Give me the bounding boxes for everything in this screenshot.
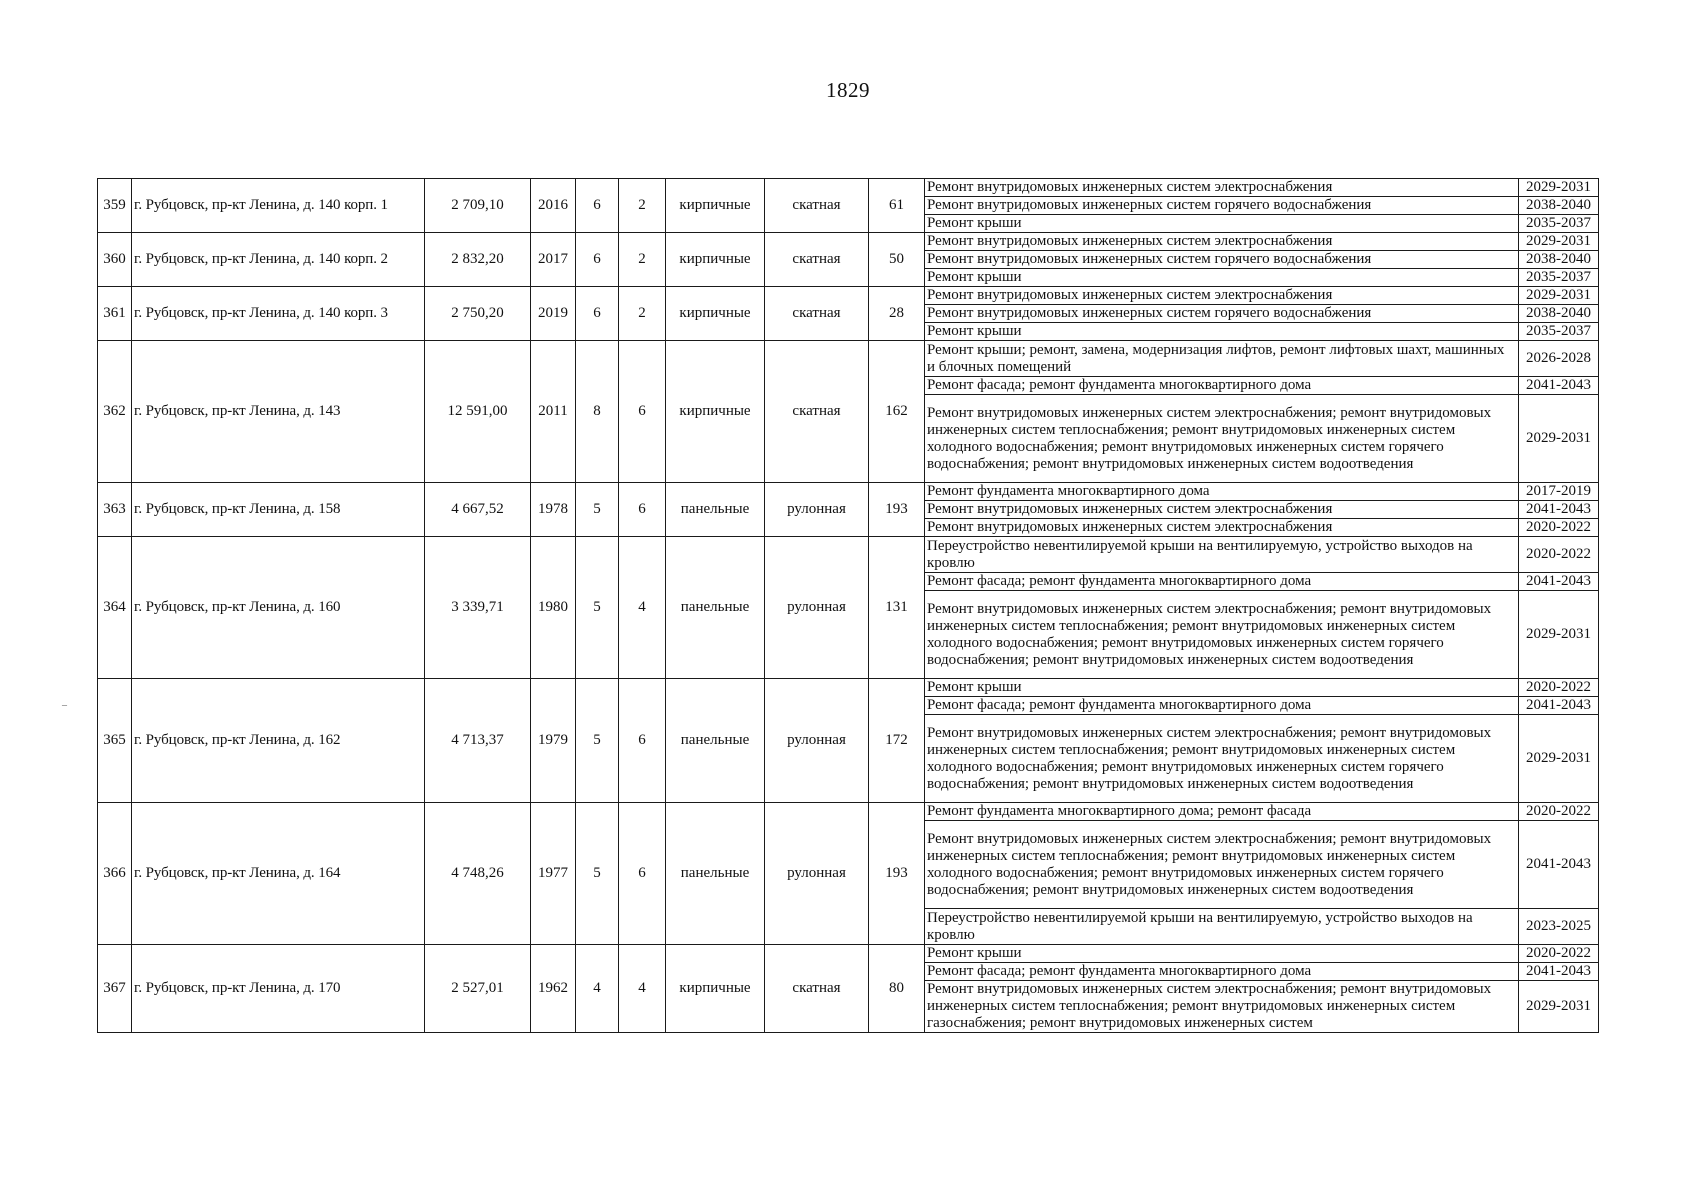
work-description: Ремонт внутридомовых инженерных систем горячего водоснабжения [925,251,1519,269]
building-number: 367 [98,945,132,1033]
apartment-count: 80 [869,945,925,1033]
table-row [98,287,1599,305]
work-period: 2041-2043 [1519,573,1599,591]
building-address: г. Рубцовск, пр-кт Ленина, д. 140 корп. 3 [132,287,425,341]
building-year: 1962 [531,945,576,1033]
building-floors: 5 [576,483,619,537]
work-period: 2020-2022 [1519,679,1599,697]
table-body [98,179,1599,1033]
work-description: Ремонт внутридомовых инженерных систем электроснабжения [925,501,1519,519]
apartment-count: 50 [869,233,925,287]
roof-type: рулонная [765,679,869,803]
table-row [98,803,1599,821]
work-description: Ремонт крыши [925,323,1519,341]
apartment-count: 172 [869,679,925,803]
work-period: 2023-2025 [1519,909,1599,945]
work-description: Ремонт внутридомовых инженерных систем электроснабжения [925,287,1519,305]
roof-type: скатная [765,945,869,1033]
building-address: г. Рубцовск, пр-кт Ленина, д. 140 корп. 2 [132,233,425,287]
building-entrances: 2 [619,179,666,233]
building-number: 362 [98,341,132,483]
building-floors: 4 [576,945,619,1033]
building-address: г. Рубцовск, пр-кт Ленина, д. 170 [132,945,425,1033]
work-period: 2029-2031 [1519,715,1599,803]
building-year: 1978 [531,483,576,537]
work-period: 2026-2028 [1519,341,1599,377]
building-address: г. Рубцовск, пр-кт Ленина, д. 143 [132,341,425,483]
work-period: 2038-2040 [1519,251,1599,269]
building-area: 3 339,71 [425,537,531,679]
apartment-count: 131 [869,537,925,679]
roof-type: рулонная [765,803,869,945]
work-description: Ремонт внутридомовых инженерных систем электроснабжения [925,179,1519,197]
building-address: г. Рубцовск, пр-кт Ленина, д. 162 [132,679,425,803]
work-period: 2029-2031 [1519,981,1599,1033]
building-floors: 8 [576,341,619,483]
work-description: Ремонт фасада; ремонт фундамента многоквартирного дома [925,963,1519,981]
apartment-count: 28 [869,287,925,341]
building-entrances: 4 [619,945,666,1033]
building-floors: 6 [576,287,619,341]
work-period: 2038-2040 [1519,305,1599,323]
table-row [98,233,1599,251]
building-area: 2 832,20 [425,233,531,287]
work-period: 2035-2037 [1519,215,1599,233]
work-description: Ремонт внутридомовых инженерных систем горячего водоснабжения [925,197,1519,215]
work-description: Ремонт фундамента многоквартирного дома [925,483,1519,501]
work-description: Ремонт внутридомовых инженерных систем электроснабжения; ремонт внутридомовых инженерных систем теплоснабжения; ремонт внутридомовых инженерных систем холодного водоснабжения; ремонт внутридомовых инженерных систем горячего водоснабжения; ремонт внутридомовых инженерных систем водоотведения [925,821,1519,909]
building-year: 1980 [531,537,576,679]
building-year: 2016 [531,179,576,233]
wall-material: кирпичные [666,341,765,483]
building-area: 12 591,00 [425,341,531,483]
work-period: 2017-2019 [1519,483,1599,501]
page-number: 1829 [826,78,870,102]
work-description: Ремонт внутридомовых инженерных систем электроснабжения [925,233,1519,251]
wall-material: панельные [666,679,765,803]
building-area: 4 667,52 [425,483,531,537]
wall-material: панельные [666,537,765,679]
table-row [98,679,1599,697]
work-description: Ремонт фасада; ремонт фундамента многоквартирного дома [925,573,1519,591]
work-description: Ремонт внутридомовых инженерных систем электроснабжения [925,519,1519,537]
building-area: 2 709,10 [425,179,531,233]
building-area: 4 713,37 [425,679,531,803]
work-period: 2029-2031 [1519,233,1599,251]
table-row [98,341,1599,377]
scan-mark: – [62,700,67,711]
building-floors: 6 [576,179,619,233]
wall-material: панельные [666,483,765,537]
building-number: 363 [98,483,132,537]
work-period: 2020-2022 [1519,945,1599,963]
building-year: 2011 [531,341,576,483]
building-entrances: 6 [619,483,666,537]
roof-type: рулонная [765,483,869,537]
wall-material: кирпичные [666,945,765,1033]
work-description: Ремонт внутридомовых инженерных систем горячего водоснабжения [925,305,1519,323]
work-description: Переустройство невентилируемой крыши на вентилируемую, устройство выходов на кровлю [925,909,1519,945]
table-row [98,483,1599,501]
building-entrances: 2 [619,233,666,287]
building-address: г. Рубцовск, пр-кт Ленина, д. 140 корп. 1 [132,179,425,233]
work-period: 2029-2031 [1519,395,1599,483]
building-floors: 5 [576,803,619,945]
building-number: 364 [98,537,132,679]
work-description: Ремонт внутридомовых инженерных систем электроснабжения; ремонт внутридомовых инженерных систем теплоснабжения; ремонт внутридомовых инженерных систем холодного водоснабжения; ремонт внутридомовых инженерных систем горячего водоснабжения; ремонт внутридомовых инженерных систем водоотведения [925,395,1519,483]
wall-material: кирпичные [666,233,765,287]
roof-type: скатная [765,341,869,483]
work-description: Ремонт внутридомовых инженерных систем электроснабжения; ремонт внутридомовых инженерных систем теплоснабжения; ремонт внутридомовых инженерных систем газоснабжения; ремонт внутридомовых инженерных систем [925,981,1519,1033]
building-number: 365 [98,679,132,803]
work-description: Ремонт крыши; ремонт, замена, модернизация лифтов, ремонт лифтовых шахт, машинных и блочных помещений [925,341,1519,377]
apartment-count: 162 [869,341,925,483]
work-description: Ремонт фасада; ремонт фундамента многоквартирного дома [925,697,1519,715]
building-number: 361 [98,287,132,341]
building-floors: 5 [576,537,619,679]
building-year: 2019 [531,287,576,341]
work-period: 2035-2037 [1519,323,1599,341]
apartment-count: 61 [869,179,925,233]
building-floors: 5 [576,679,619,803]
building-year: 2017 [531,233,576,287]
wall-material: кирпичные [666,287,765,341]
building-year: 1977 [531,803,576,945]
work-period: 2041-2043 [1519,821,1599,909]
building-entrances: 6 [619,679,666,803]
work-period: 2041-2043 [1519,697,1599,715]
building-entrances: 4 [619,537,666,679]
building-address: г. Рубцовск, пр-кт Ленина, д. 158 [132,483,425,537]
work-period: 2029-2031 [1519,179,1599,197]
work-period: 2038-2040 [1519,197,1599,215]
work-description: Ремонт крыши [925,269,1519,287]
work-description: Ремонт фундамента многоквартирного дома; ремонт фасада [925,803,1519,821]
apartment-count: 193 [869,803,925,945]
building-entrances: 2 [619,287,666,341]
wall-material: кирпичные [666,179,765,233]
work-period: 2029-2031 [1519,287,1599,305]
building-entrances: 6 [619,803,666,945]
building-year: 1979 [531,679,576,803]
work-description: Ремонт внутридомовых инженерных систем электроснабжения; ремонт внутридомовых инженерных систем теплоснабжения; ремонт внутридомовых инженерных систем холодного водоснабжения; ремонт внутридомовых инженерных систем горячего водоснабжения; ремонт внутридомовых инженерных систем водоотведения [925,715,1519,803]
building-repair-table [97,178,1599,1033]
work-description: Переустройство невентилируемой крыши на вентилируемую, устройство выходов на кровлю [925,537,1519,573]
wall-material: панельные [666,803,765,945]
building-entrances: 6 [619,341,666,483]
building-address: г. Рубцовск, пр-кт Ленина, д. 160 [132,537,425,679]
building-area: 2 750,20 [425,287,531,341]
work-period: 2020-2022 [1519,537,1599,573]
work-period: 2020-2022 [1519,803,1599,821]
work-description: Ремонт крыши [925,679,1519,697]
work-description: Ремонт крыши [925,215,1519,233]
building-number: 359 [98,179,132,233]
table-row [98,945,1599,963]
work-period: 2035-2037 [1519,269,1599,287]
work-description: Ремонт крыши [925,945,1519,963]
building-number: 366 [98,803,132,945]
table-row [98,537,1599,573]
work-description: Ремонт фасада; ремонт фундамента многоквартирного дома [925,377,1519,395]
work-period: 2029-2031 [1519,591,1599,679]
roof-type: скатная [765,233,869,287]
building-number: 360 [98,233,132,287]
work-period: 2041-2043 [1519,963,1599,981]
building-area: 2 527,01 [425,945,531,1033]
work-period: 2041-2043 [1519,377,1599,395]
work-period: 2020-2022 [1519,519,1599,537]
apartment-count: 193 [869,483,925,537]
building-floors: 6 [576,233,619,287]
work-period: 2041-2043 [1519,501,1599,519]
work-description: Ремонт внутридомовых инженерных систем электроснабжения; ремонт внутридомовых инженерных систем теплоснабжения; ремонт внутридомовых инженерных систем холодного водоснабжения; ремонт внутридомовых инженерных систем горячего водоснабжения; ремонт внутридомовых инженерных систем водоотведения [925,591,1519,679]
roof-type: скатная [765,179,869,233]
roof-type: рулонная [765,537,869,679]
building-address: г. Рубцовск, пр-кт Ленина, д. 164 [132,803,425,945]
roof-type: скатная [765,287,869,341]
table-row [98,179,1599,197]
building-area: 4 748,26 [425,803,531,945]
